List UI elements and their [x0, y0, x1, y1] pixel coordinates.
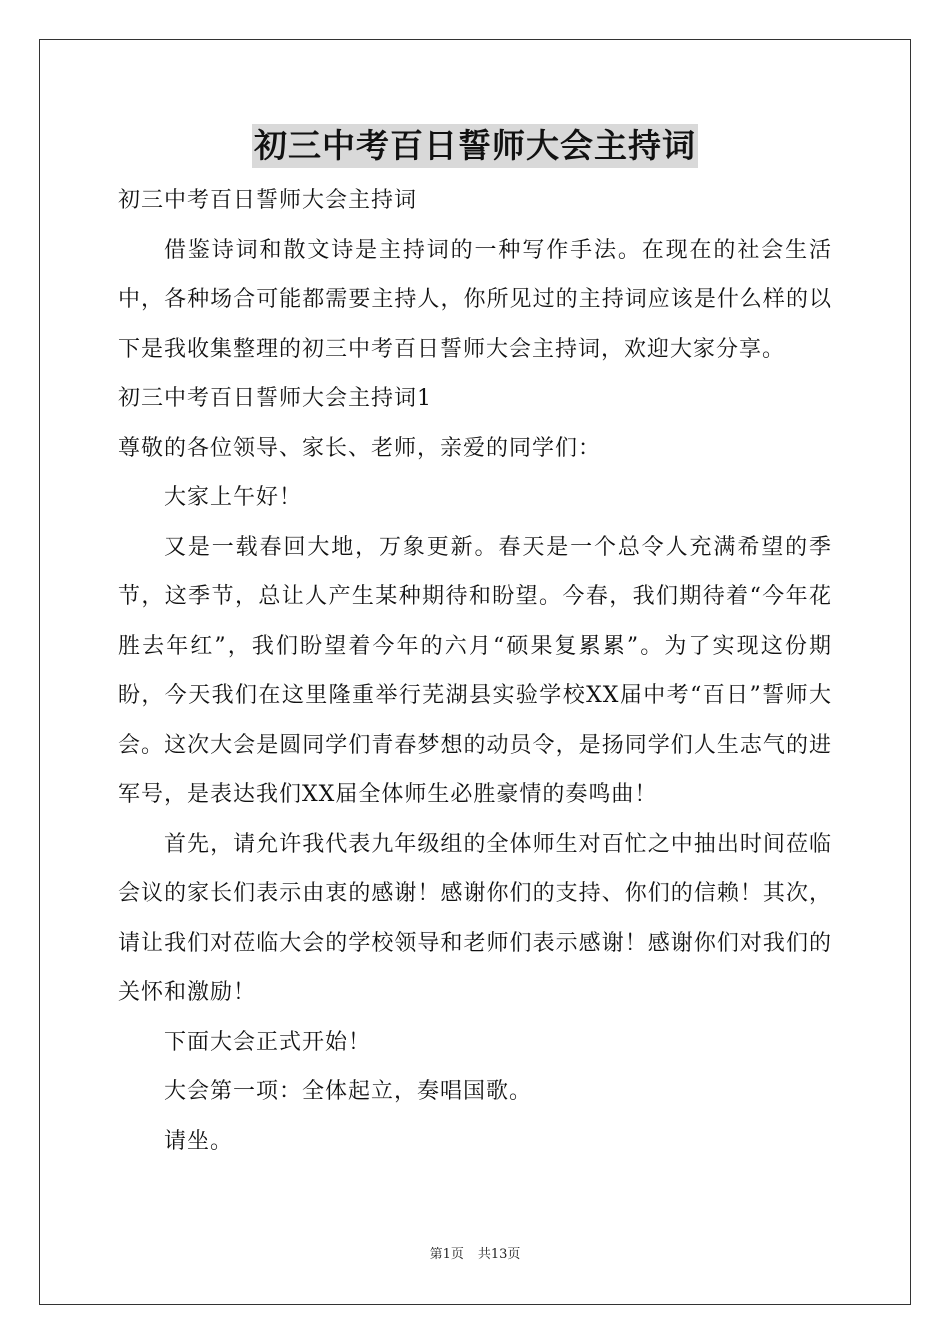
paragraph-item-one: 大会第一项：全体起立，奏唱国歌。 [164, 1079, 533, 1104]
paragraph-subtitle: 初三中考百日誓师大会主持词 [118, 188, 418, 213]
page-footer [0, 1245, 950, 1265]
paragraph-thanks: 首先，请允许我代表九年级组的全体师生对百忙之中抽出时间莅临会议的家长们表示由衷的感谢！感谢你们的支持、你们的信赖！其次，请让我们对莅临大会的学校领导和老师们表示感谢！感谢你们对我们的关怀和激励！ [118, 831, 832, 1005]
page-number: 第1页 [429, 1247, 464, 1262]
title-container [0, 124, 950, 168]
paragraph-intro: 借鉴诗词和散文诗是主持词的一种写作手法。在现在的社会生活中，各种场合可能都需要主持人，你所见过的主持词应该是什么样的以下是我收集整理的初三中考百日誓师大会主持词，欢迎大家分享。 [118, 237, 832, 362]
document-body [118, 176, 832, 1166]
paragraph-greeting: 大家上午好！ [164, 485, 303, 510]
paragraph-opening: 又是一载春回大地，万象更新。春天是一个总令人充满希望的季节，这季节，总让人产生某种期待和盼望。今春，我们期待着“今年花胜去年红”，我们盼望着今年的六月“硕果复累累”。为了实现这份期盼，今天我们在这里隆重举行芜湖县实验学校XX届中考“百日”誓师大会。这次大会是圆同学们青春梦想的动员令，是扬同学们人生志气的进军号，是表达我们XX届全体师生必胜豪情的奏鸣曲！ [118, 534, 832, 807]
paragraph-start: 下面大会正式开始！ [164, 1029, 372, 1055]
document-title: 初三中考百日誓师大会主持词 [252, 124, 698, 168]
paragraph-sit-down: 请坐。 [164, 1128, 234, 1154]
paragraph-salutation: 尊敬的各位领导、家长、老师，亲爱的同学们： [118, 435, 602, 461]
page-total: 共13页 [477, 1247, 521, 1262]
paragraph-section-heading: 初三中考百日誓师大会主持词1 [118, 386, 432, 411]
